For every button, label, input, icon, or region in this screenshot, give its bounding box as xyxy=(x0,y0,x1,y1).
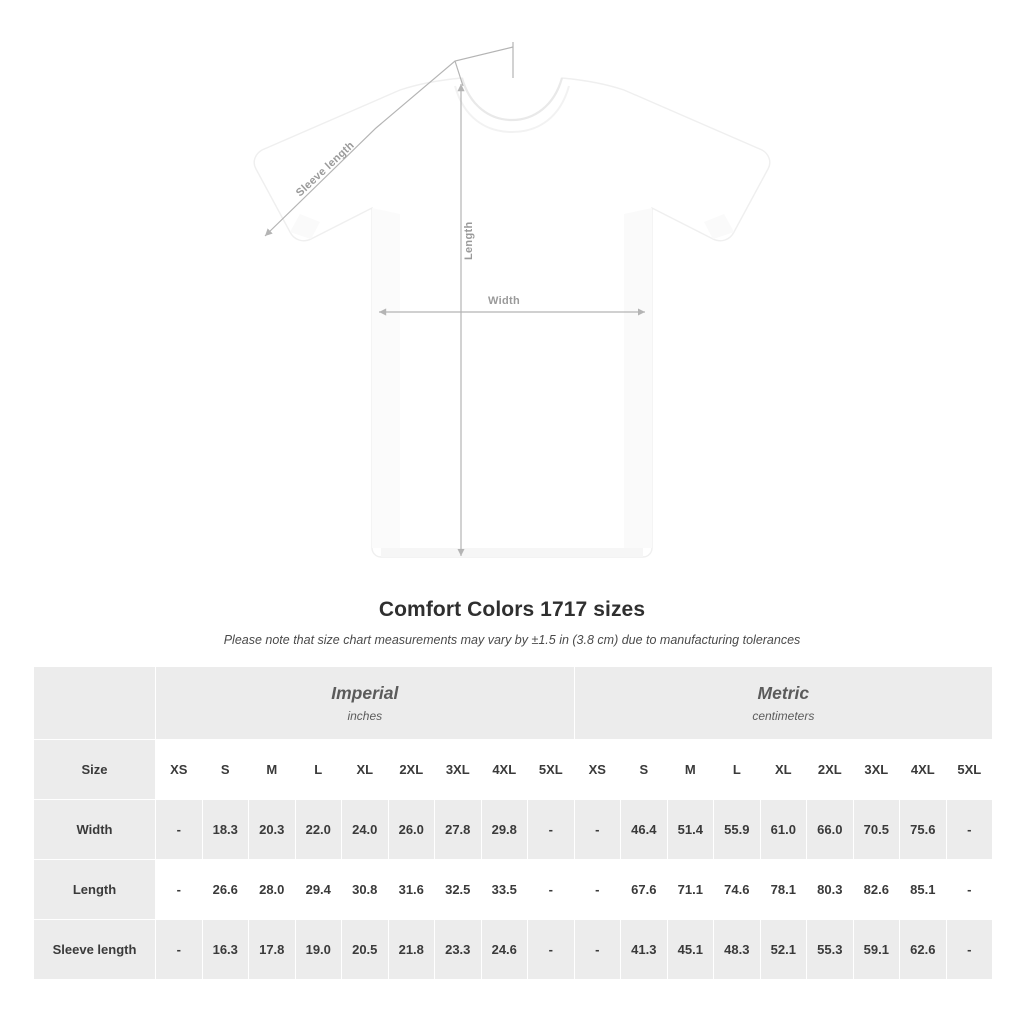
unit-imperial-sub: inches xyxy=(347,708,383,723)
sleeve-metric-3xl: 59.1 xyxy=(853,920,900,980)
sleeve-metric-2xl: 55.3 xyxy=(807,920,854,980)
title-block xyxy=(0,598,1024,647)
width-imperial-3xl: 27.8 xyxy=(435,800,482,860)
unit-header-row xyxy=(34,667,993,740)
width-imperial-xl: 24.0 xyxy=(342,800,389,860)
sleeve-imperial-5xl: - xyxy=(528,920,575,980)
width-metric-xs: - xyxy=(574,800,621,860)
row-label-length: Length xyxy=(34,860,156,920)
sleeve-length-label: Sleeve length xyxy=(293,139,357,200)
length-imperial-4xl: 33.5 xyxy=(481,860,528,920)
width-imperial-5xl: - xyxy=(528,800,575,860)
size-cell-imperial-4xl: 4XL xyxy=(481,740,528,800)
row-label-width: Width xyxy=(34,800,156,860)
length-imperial-5xl: - xyxy=(528,860,575,920)
width-metric-2xl: 66.0 xyxy=(807,800,854,860)
width-imperial-s: 18.3 xyxy=(202,800,249,860)
length-imperial-m: 28.0 xyxy=(249,860,296,920)
length-imperial-xl: 30.8 xyxy=(342,860,389,920)
length-metric-5xl: - xyxy=(946,860,993,920)
length-imperial-3xl: 32.5 xyxy=(435,860,482,920)
sleeve-imperial-3xl: 23.3 xyxy=(435,920,482,980)
length-imperial-2xl: 31.6 xyxy=(388,860,435,920)
sleeve-imperial-xs: - xyxy=(156,920,203,980)
sleeve-metric-5xl: - xyxy=(946,920,993,980)
width-metric-xl: 61.0 xyxy=(760,800,807,860)
width-imperial-2xl: 26.0 xyxy=(388,800,435,860)
sleeve-imperial-l: 19.0 xyxy=(295,920,342,980)
unit-metric-sub: centimeters xyxy=(752,708,815,723)
sleeve-metric-xl: 52.1 xyxy=(760,920,807,980)
size-cell-metric-s: S xyxy=(621,740,668,800)
size-cell-metric-3xl: 3XL xyxy=(853,740,900,800)
size-cell-imperial-2xl: 2XL xyxy=(388,740,435,800)
length-metric-3xl: 82.6 xyxy=(853,860,900,920)
sleeve-metric-4xl: 62.6 xyxy=(900,920,947,980)
size-cell-imperial-xs: XS xyxy=(156,740,203,800)
sleeve-imperial-4xl: 24.6 xyxy=(481,920,528,980)
size-header-row xyxy=(34,740,993,800)
size-chart-table-wrap xyxy=(33,666,991,980)
size-cell-metric-xs: XS xyxy=(574,740,621,800)
size-cell-metric-xl: XL xyxy=(760,740,807,800)
table-row xyxy=(34,860,993,920)
table-row xyxy=(34,920,993,980)
table-row xyxy=(34,800,993,860)
width-imperial-xs: - xyxy=(156,800,203,860)
sleeve-metric-l: 48.3 xyxy=(714,920,761,980)
sleeve-metric-s: 41.3 xyxy=(621,920,668,980)
unit-header-metric xyxy=(574,667,993,740)
length-metric-2xl: 80.3 xyxy=(807,860,854,920)
size-cell-metric-5xl: 5XL xyxy=(946,740,993,800)
length-metric-xs: - xyxy=(574,860,621,920)
size-cell-imperial-m: M xyxy=(249,740,296,800)
width-metric-m: 51.4 xyxy=(667,800,714,860)
tshirt-shape xyxy=(254,78,770,557)
width-imperial-m: 20.3 xyxy=(249,800,296,860)
size-chart-table xyxy=(33,666,993,980)
size-cell-imperial-5xl: 5XL xyxy=(528,740,575,800)
unit-metric-name: Metric xyxy=(757,683,810,704)
corner-cell xyxy=(34,667,156,740)
size-cell-metric-m: M xyxy=(667,740,714,800)
size-cell-metric-l: L xyxy=(714,740,761,800)
size-cell-imperial-l: L xyxy=(295,740,342,800)
width-imperial-l: 22.0 xyxy=(295,800,342,860)
size-cell-imperial-s: S xyxy=(202,740,249,800)
size-cell-imperial-xl: XL xyxy=(342,740,389,800)
unit-header-imperial xyxy=(156,667,575,740)
length-metric-4xl: 85.1 xyxy=(900,860,947,920)
length-metric-l: 74.6 xyxy=(714,860,761,920)
length-label: Length xyxy=(463,221,475,260)
row-label-sleeve-length: Sleeve length xyxy=(34,920,156,980)
width-metric-4xl: 75.6 xyxy=(900,800,947,860)
sleeve-metric-xs: - xyxy=(574,920,621,980)
width-metric-5xl: - xyxy=(946,800,993,860)
length-metric-xl: 78.1 xyxy=(760,860,807,920)
sleeve-metric-m: 45.1 xyxy=(667,920,714,980)
sleeve-imperial-m: 17.8 xyxy=(249,920,296,980)
width-imperial-4xl: 29.8 xyxy=(481,800,528,860)
width-label: Width xyxy=(488,295,520,307)
size-cell-metric-4xl: 4XL xyxy=(900,740,947,800)
sleeve-imperial-s: 16.3 xyxy=(202,920,249,980)
width-metric-3xl: 70.5 xyxy=(853,800,900,860)
length-metric-s: 67.6 xyxy=(621,860,668,920)
length-imperial-xs: - xyxy=(156,860,203,920)
width-metric-l: 55.9 xyxy=(714,800,761,860)
length-imperial-l: 29.4 xyxy=(295,860,342,920)
sleeve-imperial-2xl: 21.8 xyxy=(388,920,435,980)
size-cell-imperial-3xl: 3XL xyxy=(435,740,482,800)
tolerance-note: Please note that size chart measurements may vary by ±1.5 in (3.8 cm) due to manufacturing tolerances xyxy=(223,633,801,647)
page-title: Comfort Colors 1717 sizes xyxy=(378,598,646,621)
length-metric-m: 71.1 xyxy=(667,860,714,920)
size-label-cell: Size xyxy=(34,740,156,800)
sleeve-imperial-xl: 20.5 xyxy=(342,920,389,980)
size-cell-metric-2xl: 2XL xyxy=(807,740,854,800)
unit-imperial-name: Imperial xyxy=(331,683,399,704)
width-metric-s: 46.4 xyxy=(621,800,668,860)
length-imperial-s: 26.6 xyxy=(202,860,249,920)
